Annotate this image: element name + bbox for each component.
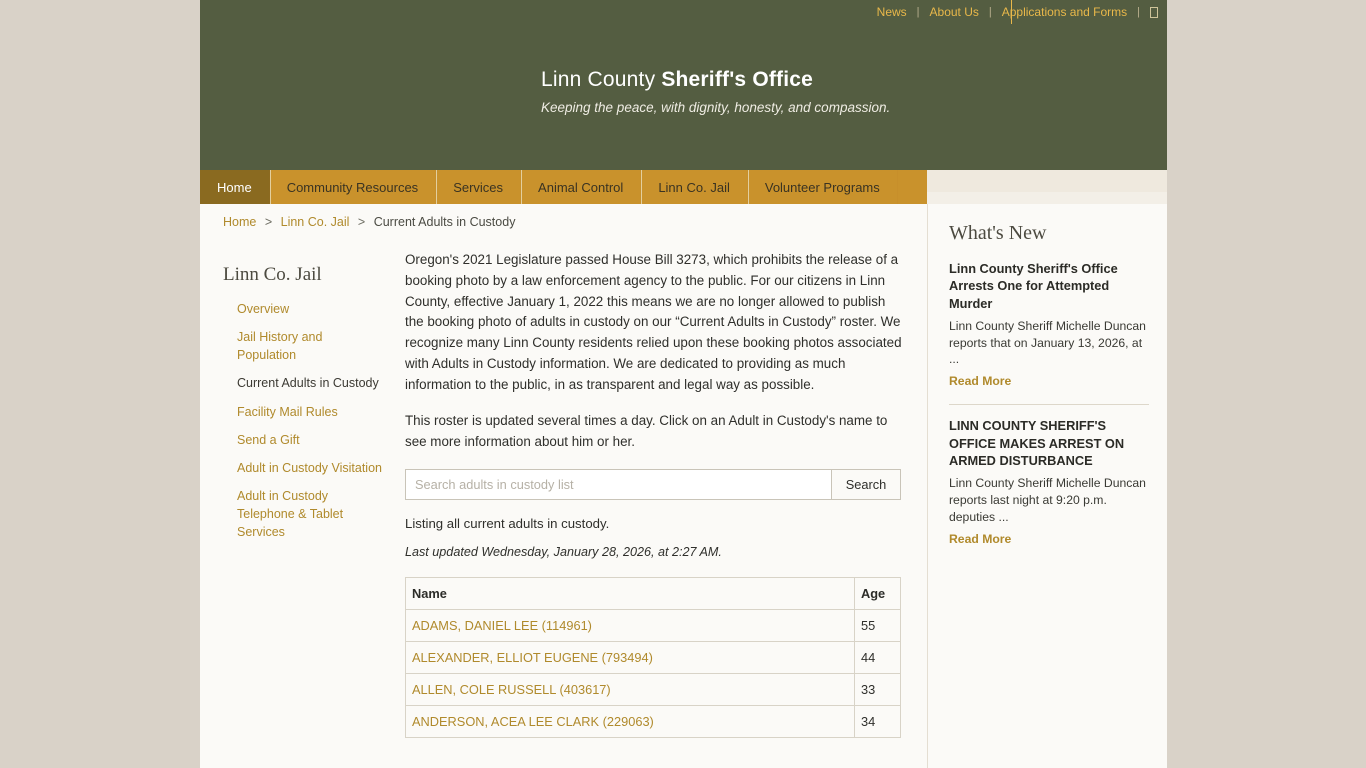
sidebar-title: Linn Co. Jail xyxy=(223,264,322,285)
roster-table xyxy=(405,577,901,738)
table-row xyxy=(406,705,901,737)
whats-new-title: What's New xyxy=(949,222,1047,244)
roster-search-bar xyxy=(405,469,901,500)
roster-table-body xyxy=(406,609,901,737)
sidebar-item-jail-history-and-population[interactable]: Jail History and Population xyxy=(237,330,323,363)
article-paragraph-2: This roster is updated several times a day. Click on an Adult in Custody's name to see more information about him or her. xyxy=(405,413,888,450)
whats-new-panel xyxy=(927,204,1167,768)
last-updated-text: Last updated Wednesday, January 28, 2026, at 2:27 AM. xyxy=(405,544,722,559)
nav-item-services[interactable]: Services xyxy=(436,170,521,204)
news-item-title[interactable]: LINN COUNTY SHERIFF'S OFFICE MAKES ARREST ON ARMED DISTURBANCE xyxy=(949,418,1125,468)
table-header-row xyxy=(406,577,901,609)
nav-item-volunteer-programs[interactable]: Volunteer Programs xyxy=(748,170,898,204)
roster-age-cell: 44 xyxy=(855,641,901,673)
news-list xyxy=(949,260,1149,574)
breadcrumb-separator: > xyxy=(357,215,366,229)
nav-item-home[interactable]: Home xyxy=(200,170,270,204)
article-paragraph-1: Oregon's 2021 Legislature passed House Bill 3273, which prohibits the release of a booking photo by a law enforcement agency to the public. For our citizens in Linn County, effective January 1, 2022 this means we are no longer allowed to publish the booking photo of adults in custody on our “Current Adults in Custody” roster. We recognize many Linn County residents relied upon these booking photos associated with Adults in Custody information. We are dedicated to providing as much information to the public, in as transparent and legal way as possible. xyxy=(405,252,902,392)
roster-age-cell: 33 xyxy=(855,673,901,705)
table-row xyxy=(406,641,901,673)
roster-age-cell: 34 xyxy=(855,705,901,737)
nav-item-animal-control[interactable]: Animal Control xyxy=(521,170,641,204)
site-header xyxy=(200,0,1167,170)
roster-name-link[interactable]: ALLEN, COLE RUSSELL (403617) xyxy=(412,681,611,697)
site-title-prefix: Linn County xyxy=(541,68,662,91)
breadcrumb-home[interactable]: Home xyxy=(223,215,257,229)
search-input[interactable] xyxy=(406,470,831,499)
sidebar-item-send-a-gift[interactable]: Send a Gift xyxy=(237,432,300,447)
main-content xyxy=(200,204,927,768)
list-item xyxy=(949,260,1149,405)
sidebar-item-adult-in-custody-telephone-tablet-services[interactable]: Adult in Custody Telephone & Tablet Services xyxy=(237,488,344,540)
site-title xyxy=(541,68,890,92)
breadcrumb-separator: > xyxy=(264,215,273,229)
news-item-snippet: Linn County Sheriff Michelle Duncan reports that on January 13, 2026, at ... xyxy=(949,318,1146,367)
utility-nav-about-us[interactable]: About Us xyxy=(929,5,979,19)
news-item-title[interactable]: Linn County Sheriff's Office Arrests One for Attempted Murder xyxy=(949,261,1118,311)
sidebar-item-current-adults-in-custody[interactable]: Current Adults in Custody xyxy=(237,376,379,391)
site-identity xyxy=(541,68,890,115)
roster-age-cell: 55 xyxy=(855,609,901,641)
utility-nav-separator: | xyxy=(1137,6,1140,18)
list-item xyxy=(949,417,1149,561)
utility-nav xyxy=(808,0,1168,24)
column-header-age: Age xyxy=(855,577,901,609)
column-header-name: Name xyxy=(406,577,855,609)
roster-name-cell xyxy=(406,705,855,737)
news-item-read-more[interactable]: Read More xyxy=(949,531,1012,546)
table-row xyxy=(406,609,901,641)
site-title-strong: Sheriff's Office xyxy=(661,68,814,91)
news-item-snippet: Linn County Sheriff Michelle Duncan reports last night at 9:20 p.m. deputies ... xyxy=(949,476,1146,524)
roster-name-cell xyxy=(406,609,855,641)
sidebar-list xyxy=(223,300,383,541)
listing-note: Listing all current adults in custody. xyxy=(405,515,610,531)
section-sidebar xyxy=(223,264,383,551)
nav-right-filler xyxy=(927,170,1167,192)
nav-item-community-resources[interactable]: Community Resources xyxy=(270,170,437,204)
utility-nav-separator: | xyxy=(988,6,992,18)
breadcrumb-current: Current Adults in Custody xyxy=(373,215,516,229)
table-row xyxy=(406,673,901,705)
roster-name-cell xyxy=(406,673,855,705)
article-body xyxy=(405,250,905,738)
nav-item-linn-co-jail[interactable]: Linn Co. Jail xyxy=(641,170,748,204)
sidebar-item-facility-mail-rules[interactable]: Facility Mail Rules xyxy=(237,404,338,419)
main-nav xyxy=(200,170,927,204)
utility-nav-news[interactable]: News xyxy=(876,5,907,19)
news-item-read-more[interactable]: Read More xyxy=(949,374,1012,389)
sidebar-item-adult-in-custody-visitation[interactable]: Adult in Custody Visitation xyxy=(237,460,382,475)
utility-nav-applications-and-forms[interactable]: Applications and Forms xyxy=(1001,5,1128,19)
utility-nav-separator: | xyxy=(916,6,920,18)
roster-name-cell xyxy=(406,641,855,673)
breadcrumb xyxy=(223,215,515,229)
roster-name-link[interactable]: ANDERSON, ACEA LEE CLARK (229063) xyxy=(412,713,654,729)
search-button[interactable]: Search xyxy=(831,470,900,499)
search-box-icon[interactable] xyxy=(1150,7,1158,18)
roster-table-head xyxy=(406,577,901,609)
breadcrumb-linn-co-jail[interactable]: Linn Co. Jail xyxy=(280,215,350,229)
site-tagline: Keeping the peace, with dignity, honesty, and compassion. xyxy=(541,100,891,115)
sidebar-item-overview[interactable]: Overview xyxy=(237,302,290,316)
roster-name-link[interactable]: ALEXANDER, ELLIOT EUGENE (793494) xyxy=(412,649,653,665)
roster-name-link[interactable]: ADAMS, DANIEL LEE (114961) xyxy=(412,617,592,633)
nav-right-filler-lower xyxy=(927,192,1167,204)
